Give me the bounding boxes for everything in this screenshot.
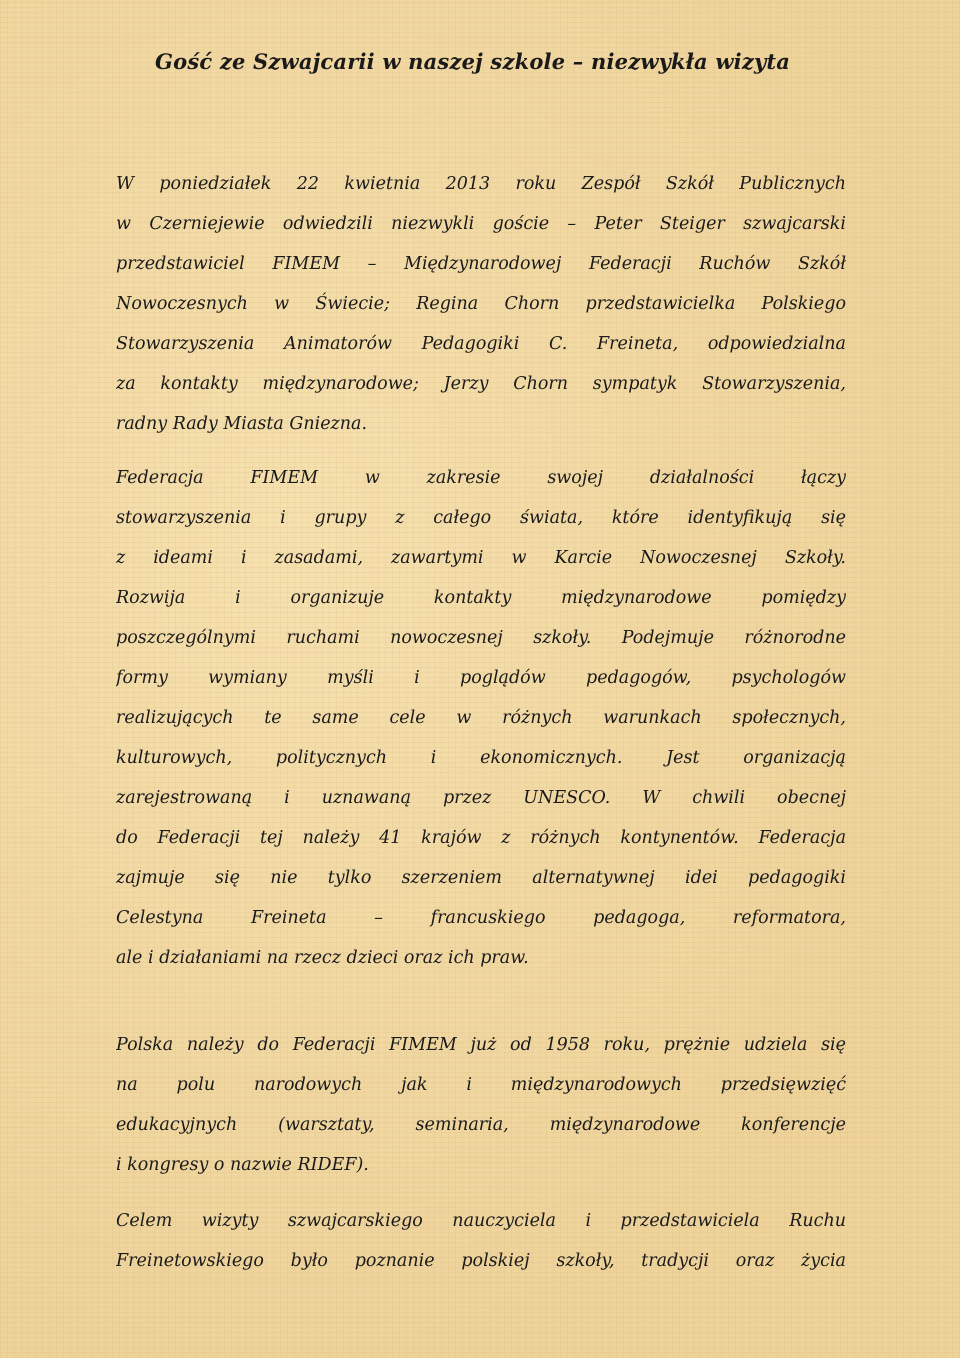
- document-page: [116, 40, 846, 1271]
- text-line: realizujących te same cele w różnych warunkach społecznych,: [116, 708, 846, 728]
- text-line: Polska należy do Federacji FIMEM już od 1958 roku, prężnie udziela się: [116, 1035, 846, 1055]
- text-line: Celem wizyty szwajcarskiego nauczyciela i przedstawiciela Ruchu: [116, 1211, 846, 1231]
- text-line: formy wymiany myśli i poglądów pedagogów, psychologów: [116, 668, 846, 688]
- text-line: poszczególnymi ruchami nowoczesnej szkoły. Podejmuje różnorodne: [116, 628, 846, 648]
- text-line: zarejestrowaną i uznawaną przez UNESCO. W chwili obecnej: [116, 788, 846, 808]
- text-line: przedstawiciel FIMEM – Międzynarodowej Federacji Ruchów Szkół: [116, 254, 846, 274]
- text-line: W poniedziałek 22 kwietnia 2013 roku Zespół Szkół Publicznych: [116, 174, 846, 194]
- text-line: na polu narodowych jak i międzynarodowych przedsięwzięć: [116, 1075, 846, 1095]
- text-line: kulturowych, politycznych i ekonomicznych. Jest organizacją: [116, 748, 846, 768]
- text-line: zajmuje się nie tylko szerzeniem alternatywnej idei pedagogiki: [116, 868, 846, 888]
- paragraph-visit-purpose: [116, 1201, 846, 1281]
- text-line: w Czerniejewie odwiedzili niezwykli goście – Peter Steiger szwajcarski: [116, 214, 846, 234]
- text-line: i kongresy o nazwie RIDEF).: [116, 1155, 369, 1175]
- text-line: radny Rady Miasta Gniezna.: [116, 414, 368, 434]
- text-line: Federacja FIMEM w zakresie swojej działalności łączy: [116, 468, 846, 488]
- text-line: Nowoczesnych w Świecie; Regina Chorn przedstawicielka Polskiego: [116, 294, 846, 314]
- text-line: z ideami i zasadami, zawartymi w Karcie Nowoczesnej Szkoły.: [116, 548, 846, 568]
- text-line: Stowarzyszenia Animatorów Pedagogiki C. Freineta, odpowiedzialna: [116, 334, 846, 354]
- text-line: Freinetowskiego było poznanie polskiej szkoły, tradycji oraz życia: [116, 1251, 846, 1271]
- page-title: Gość ze Szwajcarii w naszej szkole – niezwykła wizyta: [155, 49, 791, 74]
- text-line: za kontakty międzynarodowe; Jerzy Chorn sympatyk Stowarzyszenia,: [116, 374, 846, 394]
- paragraph-fimem-federation: [116, 458, 846, 978]
- text-line: do Federacji tej należy 41 krajów z różnych kontynentów. Federacja: [116, 828, 846, 848]
- paragraph-poland-membership: [116, 1025, 846, 1185]
- text-line: ale i działaniami na rzecz dzieci oraz ich praw.: [116, 948, 529, 968]
- text-line: Rozwija i organizuje kontakty międzynarodowe pomiędzy: [116, 588, 846, 608]
- paragraph-visit-intro: [116, 164, 846, 444]
- text-line: Celestyna Freineta – francuskiego pedagoga, reformatora,: [116, 908, 846, 928]
- text-line: edukacyjnych (warsztaty, seminaria, międzynarodowe konferencje: [116, 1115, 846, 1135]
- text-line: stowarzyszenia i grupy z całego świata, które identyfikują się: [116, 508, 846, 528]
